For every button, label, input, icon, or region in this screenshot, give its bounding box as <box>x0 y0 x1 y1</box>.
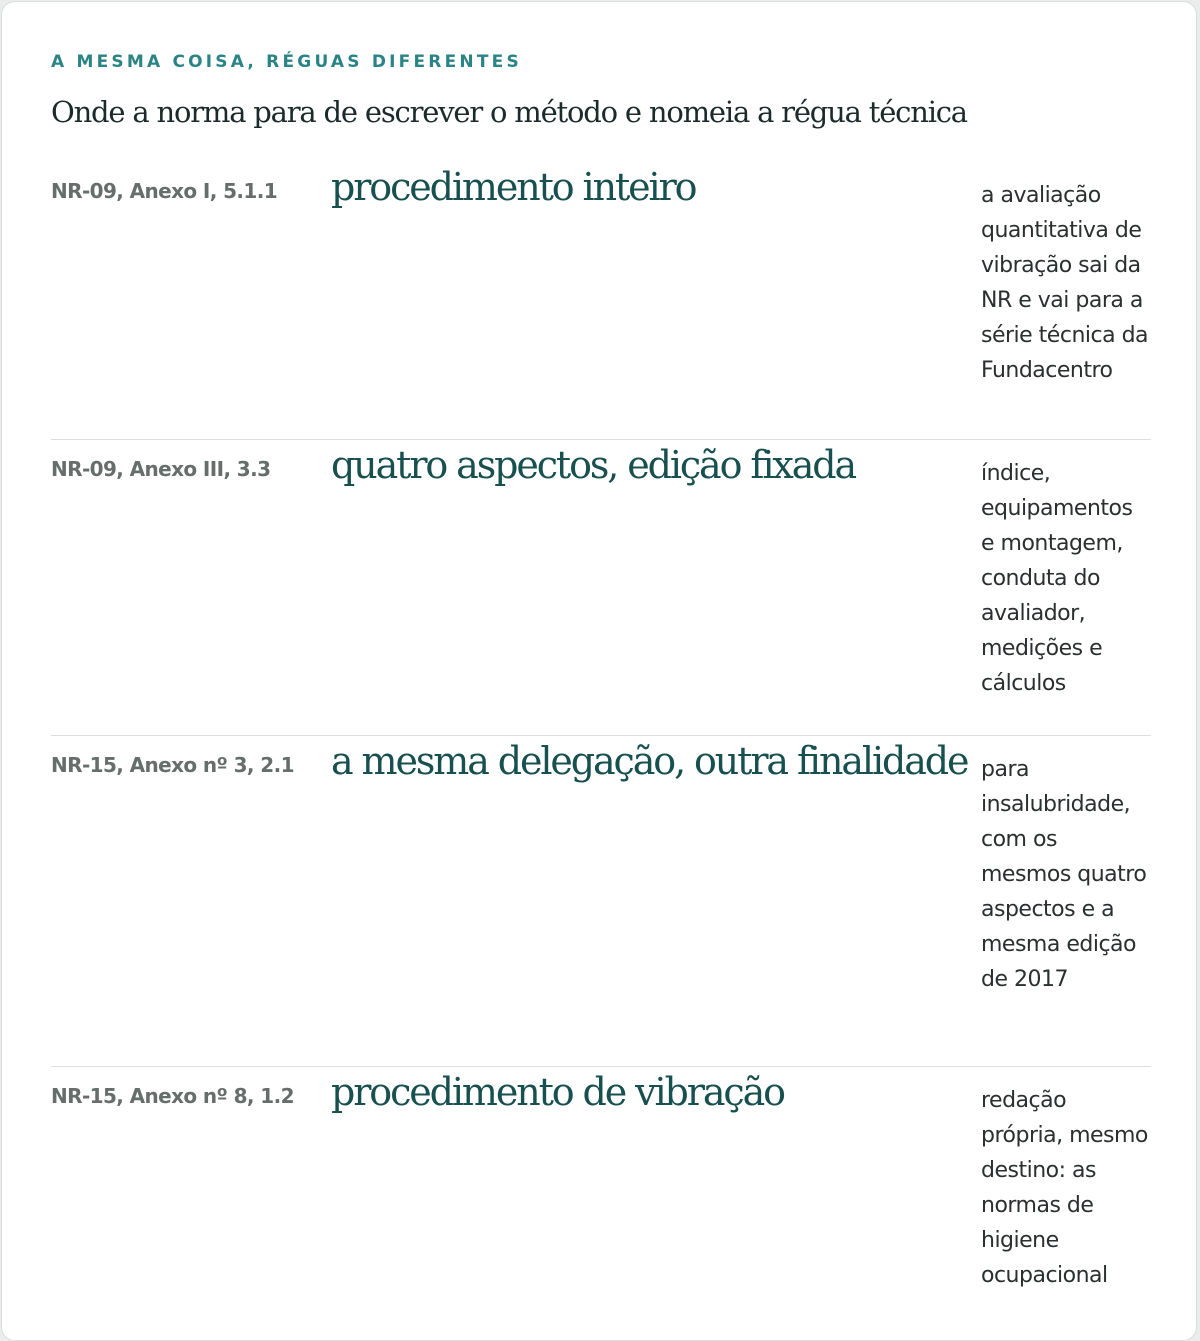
norm-reference: NR-09, Anexo III, 3.3 <box>51 457 271 481</box>
row-note: índice, equipamentos e montagem, conduta do avaliador, medições e cálculos <box>981 461 1133 696</box>
list-item <box>51 1067 1151 1341</box>
row-note: redação própria, mesmo destino: as normas de higiene ocupacional <box>981 1088 1148 1288</box>
row-phrase: a mesma delegação, outra finalidade <box>331 739 968 783</box>
norm-reference: NR-15, Anexo nº 8, 1.2 <box>51 1084 294 1108</box>
row-phrase: procedimento de vibração <box>331 1070 784 1114</box>
norm-reference: NR-09, Anexo I, 5.1.1 <box>51 179 278 203</box>
row-note: a avaliação quantitativa de vibração sai da NR e vai para a série técnica da Fundacentro <box>981 183 1149 383</box>
comparison-list <box>51 162 1151 1341</box>
content-card <box>1 1 1197 1341</box>
eyebrow-label: A MESMA COISA, RÉGUAS DIFERENTES <box>51 52 522 72</box>
page-title: Onde a norma para de escrever o método e nomeia a régua técnica <box>51 95 967 129</box>
norm-reference: NR-15, Anexo nº 3, 2.1 <box>51 753 294 777</box>
row-note: para insalubridade, com os mesmos quatro aspectos e a mesma edição de 2017 <box>981 757 1147 992</box>
list-item <box>51 162 1151 440</box>
row-phrase: quatro aspectos, edição fixada <box>331 443 856 487</box>
row-phrase: procedimento inteiro <box>331 165 696 209</box>
list-item <box>51 736 1151 1067</box>
list-item <box>51 440 1151 736</box>
